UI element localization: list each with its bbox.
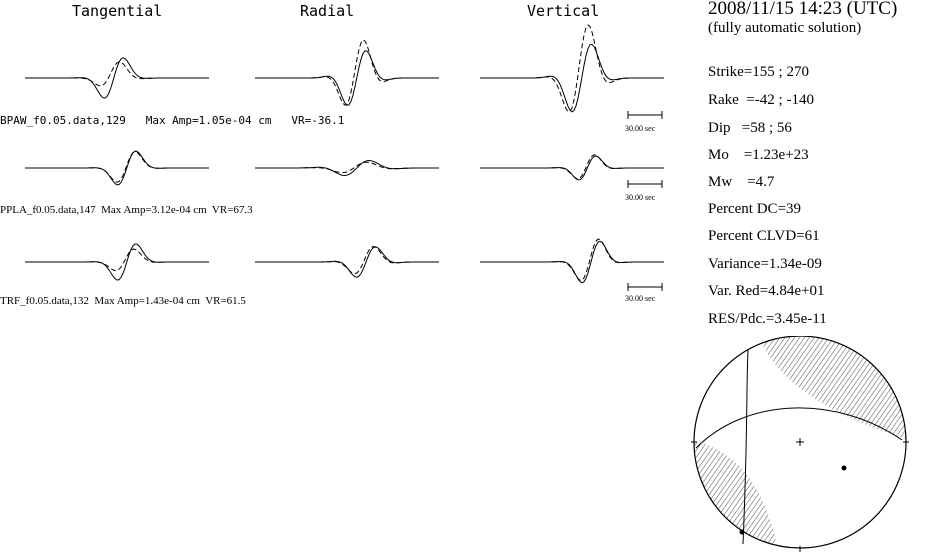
synthetic-waveform bbox=[480, 25, 664, 112]
compression-quadrant bbox=[688, 440, 778, 554]
synthetic-waveform bbox=[255, 247, 439, 274]
synthetic-waveform bbox=[255, 162, 439, 172]
param-mo: Mo =1.23e+23 bbox=[708, 147, 809, 163]
station-label-bpaw: BPAW_f0.05.data,129 Max Amp=1.05e-04 cm VR=-36.1 bbox=[0, 114, 345, 127]
param-mw: Mw =4.7 bbox=[708, 174, 775, 190]
synthetic-waveform bbox=[480, 155, 664, 179]
param-strike: Strike=155 ; 270 bbox=[708, 64, 809, 80]
synthetic-waveform bbox=[25, 152, 209, 182]
param-percent-clvd: Percent CLVD=61 bbox=[708, 228, 820, 244]
column-title-radial: Radial bbox=[300, 2, 355, 20]
param-res-pdc: RES/Pdc.=3.45e-11 bbox=[708, 311, 827, 327]
scale-bar-label: 30.00 sec bbox=[625, 124, 656, 133]
param-dip: Dip =58 ; 56 bbox=[708, 120, 792, 136]
column-title-tangential: Tangential bbox=[72, 2, 163, 20]
param-percent-dc: Percent DC=39 bbox=[708, 201, 802, 217]
synthetic-waveform bbox=[255, 40, 439, 105]
synthetic-waveform bbox=[480, 239, 664, 280]
synthetic-waveform bbox=[25, 62, 209, 86]
solution-subtitle: (fully automatic solution) bbox=[708, 20, 862, 36]
station-label-ppla: PPLA_f0.05.data,147 Max Amp=3.12e-04 cm VR=67.3 bbox=[0, 204, 253, 216]
t-axis-marker bbox=[842, 466, 847, 471]
scale-bar bbox=[628, 180, 662, 188]
scale-bar-label: 30.00 sec bbox=[625, 193, 656, 202]
synthetic-waveform bbox=[25, 249, 209, 271]
station-label-trf: TRF_f0.05.data,132 Max Amp=1.43e-04 cm VR=61.5 bbox=[0, 295, 246, 307]
event-datetime: 2008/11/15 14:23 (UTC) bbox=[708, 0, 898, 19]
param-variance: Variance=1.34e-09 bbox=[708, 256, 822, 272]
waveform-traces bbox=[25, 25, 664, 283]
param-rake: Rake =-42 ; -140 bbox=[708, 92, 814, 108]
scale-bar bbox=[628, 111, 662, 119]
scale-bar bbox=[628, 283, 662, 291]
focal-mechanism-beachball bbox=[688, 336, 914, 554]
column-title-vertical: Vertical bbox=[527, 2, 600, 20]
param-var-red: Var. Red=4.84e+01 bbox=[708, 283, 825, 299]
p-axis-marker bbox=[740, 530, 745, 535]
waveform-panel bbox=[0, 0, 690, 320]
scale-bar-label: 30.00 sec bbox=[625, 294, 656, 303]
